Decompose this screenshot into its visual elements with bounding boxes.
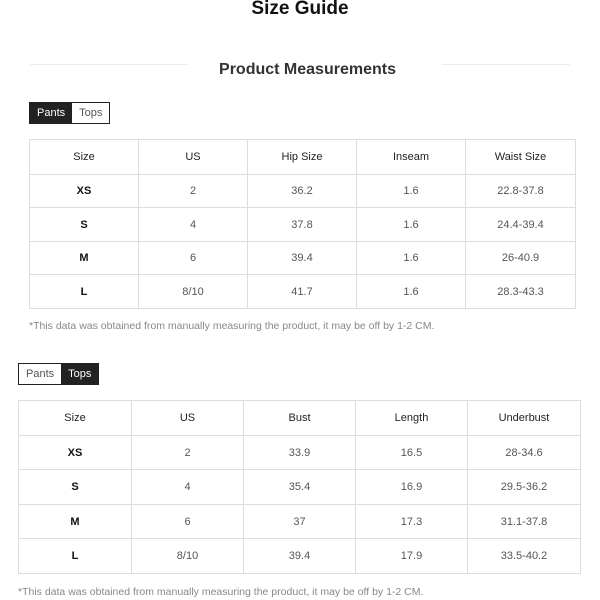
- table-cell: XS: [30, 175, 139, 208]
- table-cell: XS: [19, 436, 132, 470]
- column-header: Waist Size: [466, 140, 576, 175]
- tab-pants[interactable]: Pants: [30, 103, 72, 123]
- table-cell: 24.4-39.4: [466, 208, 576, 242]
- table-header-row: [30, 140, 576, 175]
- table-cell: S: [30, 208, 139, 242]
- table-row: [30, 175, 576, 208]
- section-heading-label: Product Measurements: [219, 61, 396, 78]
- table-cell: 39.4: [248, 242, 357, 275]
- table-cell: 2: [139, 175, 248, 208]
- table-row: [19, 436, 581, 470]
- table-row: [19, 470, 581, 505]
- table-cell: 4: [132, 470, 244, 505]
- table-cell: 22.8-37.8: [466, 175, 576, 208]
- column-header: Inseam: [357, 140, 466, 175]
- tops-size-table: [18, 400, 581, 574]
- table-cell: 35.4: [244, 470, 356, 505]
- table-cell: 1.6: [357, 242, 466, 275]
- table-cell: L: [30, 275, 139, 309]
- tab-tops[interactable]: Tops: [61, 364, 98, 384]
- tab-pants[interactable]: Pants: [19, 364, 61, 384]
- table-cell: 28.3-43.3: [466, 275, 576, 309]
- column-header: Length: [356, 401, 468, 436]
- table-row: [19, 505, 581, 539]
- table-row: [30, 208, 576, 242]
- table-cell: 17.3: [356, 505, 468, 539]
- table-cell: 6: [132, 505, 244, 539]
- table-cell: 37: [244, 505, 356, 539]
- table-cell: 6: [139, 242, 248, 275]
- table-cell: 33.9: [244, 436, 356, 470]
- tab-tops[interactable]: Tops: [72, 103, 109, 123]
- table-row: [30, 275, 576, 309]
- table-cell: 29.5-36.2: [468, 470, 581, 505]
- table-cell: 1.6: [357, 175, 466, 208]
- table-cell: 41.7: [248, 275, 357, 309]
- table-cell: 8/10: [139, 275, 248, 309]
- table-cell: 17.9: [356, 539, 468, 574]
- table-cell: 37.8: [248, 208, 357, 242]
- tops-block-tabs: [18, 363, 99, 385]
- page-title: Size Guide: [251, 0, 349, 19]
- table-cell: S: [19, 470, 132, 505]
- table-cell: 8/10: [132, 539, 244, 574]
- table-cell: 4: [139, 208, 248, 242]
- table-cell: 16.5: [356, 436, 468, 470]
- table-header-row: [19, 401, 581, 436]
- table-cell: 16.9: [356, 470, 468, 505]
- heading-divider-right: [442, 64, 570, 65]
- table-cell: 1.6: [357, 275, 466, 309]
- column-header: Bust: [244, 401, 356, 436]
- column-header: Size: [19, 401, 132, 436]
- table-cell: 39.4: [244, 539, 356, 574]
- section-heading: [0, 61, 600, 81]
- table-cell: 1.6: [357, 208, 466, 242]
- table-row: [19, 539, 581, 574]
- pants-block-tabs: [29, 102, 110, 124]
- column-header: Underbust: [468, 401, 581, 436]
- table-row: [30, 242, 576, 275]
- column-header: Hip Size: [248, 140, 357, 175]
- table-cell: 28-34.6: [468, 436, 581, 470]
- table-cell: 2: [132, 436, 244, 470]
- measurement-note: *This data was obtained from manually measuring the product, it may be off by 1-2 CM.: [18, 586, 424, 598]
- table-cell: 26-40.9: [466, 242, 576, 275]
- column-header: Size: [30, 140, 139, 175]
- table-cell: 33.5-40.2: [468, 539, 581, 574]
- table-cell: M: [19, 505, 132, 539]
- pants-size-table: [29, 139, 576, 309]
- column-header: US: [132, 401, 244, 436]
- table-cell: L: [19, 539, 132, 574]
- column-header: US: [139, 140, 248, 175]
- table-cell: 36.2: [248, 175, 357, 208]
- measurement-note: *This data was obtained from manually measuring the product, it may be off by 1-2 CM.: [29, 320, 435, 332]
- table-cell: M: [30, 242, 139, 275]
- table-cell: 31.1-37.8: [468, 505, 581, 539]
